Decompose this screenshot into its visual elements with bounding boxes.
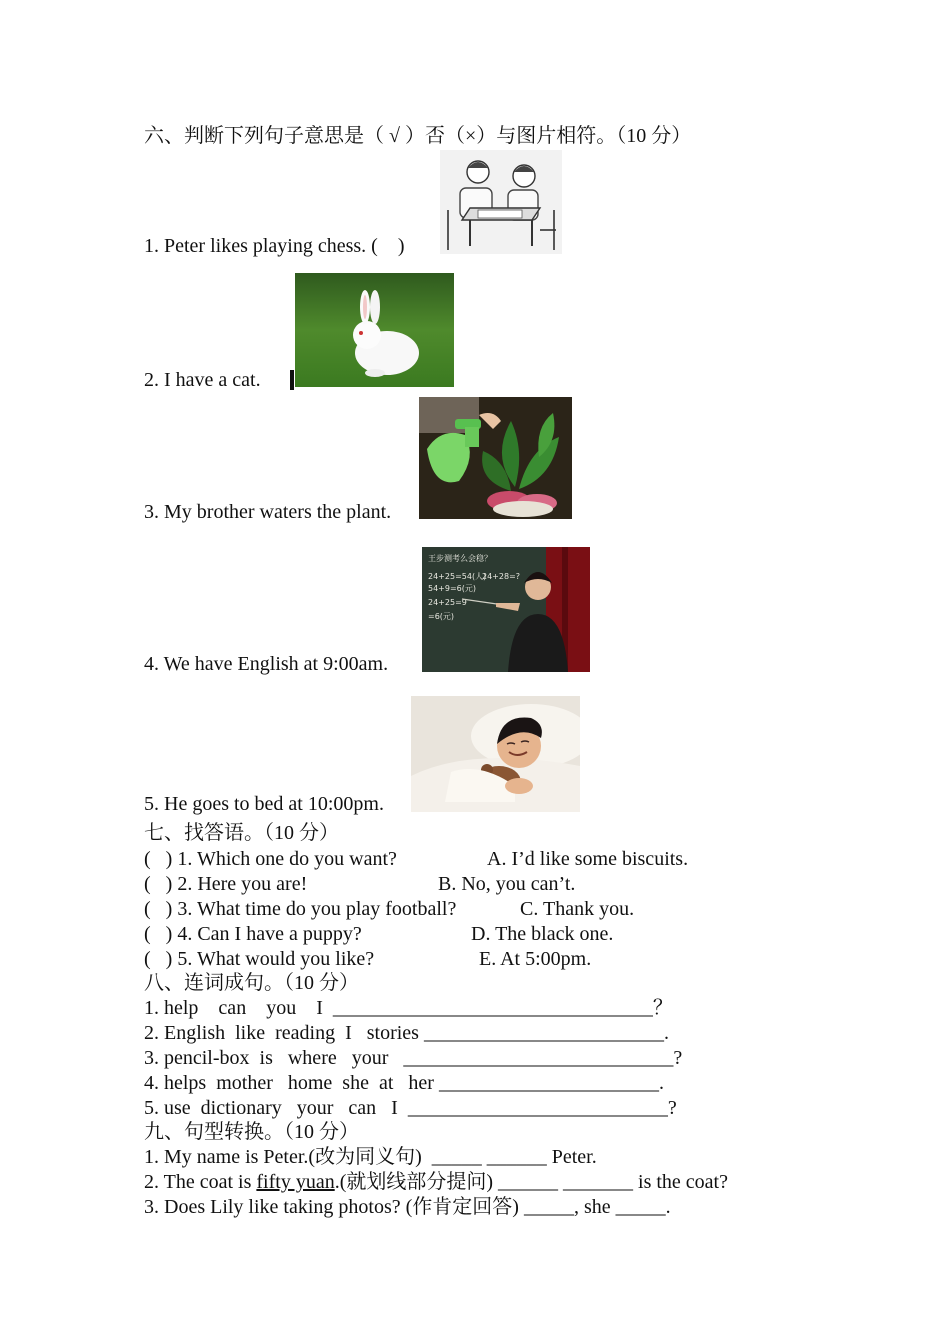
section8-blank-4[interactable]: ______________________ — [438, 1072, 659, 1094]
section8-end-2: . — [663, 1022, 669, 1044]
section7-answer-b: B. No, you can’t. — [438, 873, 576, 895]
section8-row-4 — [144, 1071, 664, 1095]
section8-row-5 — [144, 1096, 677, 1120]
section9-line-2-end: .(就划线部分提问) ______ _______ is the coat? — [334, 1171, 728, 1193]
section7-heading: 七、找答语。（10 分） — [144, 822, 339, 844]
boy-sleeping-image — [411, 696, 580, 812]
section7-answer-e: E. At 5:00pm. — [479, 948, 592, 970]
section8-words-4: 4. helps mother home she at her — [144, 1072, 434, 1094]
section9-line-2-start: 2. The coat is — [144, 1171, 257, 1193]
blackboard-line-6: =6(元) — [428, 612, 455, 621]
section6-item-2: 2. I have a cat. — [144, 369, 261, 391]
section6-item-3: 3. My brother waters the plant. — [144, 501, 392, 523]
section8-blank-5[interactable]: __________________________ — [407, 1097, 668, 1119]
section8-row-1 — [144, 996, 673, 1020]
white-rabbit-image — [295, 273, 454, 387]
section7-answer-d: D. The black one. — [471, 923, 614, 945]
section8-row-3 — [144, 1046, 682, 1070]
blackboard-line-1: 王步测考么会稳？ — [428, 554, 492, 563]
watering-plant-image — [419, 397, 572, 519]
section9-heading: 九、句型转换。（10 分） — [144, 1121, 359, 1143]
section8-words-5: 5. use dictionary your can I — [144, 1097, 398, 1119]
section7-question-2: ( ) 2. Here you are! — [144, 873, 308, 895]
section7-question-3: ( ) 3. What time do you play football? — [144, 898, 457, 920]
teacher-blackboard-image — [422, 547, 590, 672]
section8-heading: 八、连词成句。（10 分） — [144, 972, 359, 994]
blackboard-line-2: 24+25=54(人) — [428, 572, 487, 581]
section8-end-1: ？ — [652, 997, 673, 1019]
section8-words-3: 3. pencil-box is where your — [144, 1047, 389, 1069]
section7-question-4: ( ) 4. Can I have a puppy? — [144, 923, 362, 945]
section8-blank-1[interactable]: ________________________________ — [332, 997, 653, 1019]
section8-end-3: ? — [673, 1047, 683, 1069]
blackboard-line-3: 54+9=6(元) — [428, 584, 477, 593]
section6-heading: 六、判断下列句子意思是（ √ ）否（×）与图片相符。（10 分） — [144, 125, 692, 147]
section7-answer-c: C. Thank you. — [520, 898, 635, 920]
children-playing-chess-image — [440, 150, 562, 254]
section9-line-3: 3. Does Lily like taking photos? (作肯定回答) _____, she _____. — [144, 1196, 671, 1218]
section9-line-2 — [144, 1170, 728, 1194]
section6-item-1: 1. Peter likes playing chess. ( ) — [144, 235, 405, 257]
section8-end-5: ? — [667, 1097, 677, 1119]
section6-item-4: 4. We have English at 9:00am. — [144, 653, 389, 675]
section8-words-1: 1. help can you I — [144, 997, 323, 1019]
section8-blank-2[interactable]: ________________________ — [423, 1022, 664, 1044]
section6-item-5: 5. He goes to bed at 10:00pm. — [144, 793, 384, 815]
section8-end-4: . — [658, 1072, 664, 1094]
section8-words-2: 2. English like reading I stories — [144, 1022, 419, 1044]
section8-row-2 — [144, 1021, 669, 1045]
section7-question-5: ( ) 5. What would you like? — [144, 948, 375, 970]
section9-line-1: 1. My name is Peter.(改为同义句) _____ ______ Peter. — [144, 1146, 597, 1168]
text-cursor — [290, 370, 294, 390]
section9-underlined-phrase: fifty yuan — [256, 1171, 335, 1193]
blackboard-line-5: 24+25=9 — [428, 598, 467, 607]
blackboard-line-4: 24+28=? — [482, 572, 521, 581]
section7-question-1: ( ) 1. Which one do you want? — [144, 848, 397, 870]
section8-blank-3[interactable]: ___________________________ — [403, 1047, 674, 1069]
section7-answer-a: A. I’d like some biscuits. — [487, 848, 689, 870]
